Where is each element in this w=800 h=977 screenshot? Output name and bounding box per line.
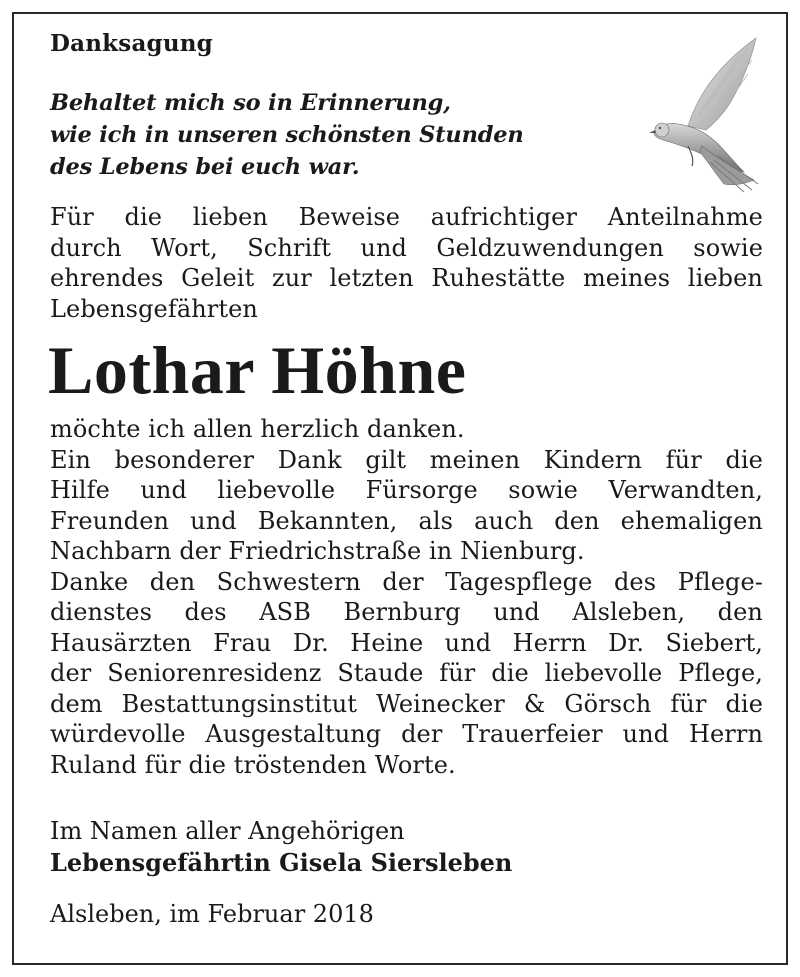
intro-paragraph bbox=[50, 202, 763, 324]
closing-block bbox=[50, 815, 512, 879]
text-line: Ruland für die tröstenden Worte. bbox=[50, 750, 456, 779]
notice-heading: Danksagung bbox=[50, 30, 213, 57]
dove-icon bbox=[648, 34, 763, 194]
motto-quote bbox=[50, 87, 524, 183]
motto-line: Behaltet mich so in Erinnerung, bbox=[50, 90, 451, 116]
signature: Lebensgefährtin Gisela Siersleben bbox=[50, 848, 513, 877]
text-line: dienstes des ASB Bernburg und Alsleben, den bbox=[50, 598, 763, 626]
text-line: Hausärzten Frau Dr. Heine und Herrn Dr. Siebert, bbox=[50, 628, 763, 657]
text-line: Für die lieben Beweise aufrichtiger Anteilnahme bbox=[50, 203, 763, 231]
text-line: Ein besonderer Dank gilt meinen Kindern für die bbox=[50, 445, 763, 474]
text-line: möchte ich allen herzlich danken. bbox=[50, 415, 465, 443]
on-behalf-line: Im Namen aller Angehörigen bbox=[50, 817, 405, 845]
text-line: Danke den Schwestern der Tagespflege des Pflege- bbox=[50, 567, 763, 596]
motto-line: wie ich in unseren schönsten Stunden bbox=[50, 122, 524, 148]
text-line: durch Wort, Schrift und Geldzuwendungen sowie bbox=[50, 233, 763, 262]
motto-line: des Lebens bei euch war. bbox=[50, 154, 360, 180]
text-line: würdevolle Ausgestaltung der Trauerfeier und Herrn bbox=[50, 720, 763, 748]
text-line: Hilfe und liebevolle Fürsorge sowie Verwandten, bbox=[50, 476, 763, 504]
text-line: ehrendes Geleit zur letzten Ruhestätte meines lieben bbox=[50, 264, 763, 292]
place-date: Alsleben, im Februar 2018 bbox=[50, 900, 374, 928]
text-line: Lebensgefährten bbox=[50, 294, 258, 323]
deceased-name: Lothar Höhne bbox=[48, 332, 467, 408]
text-line: dem Bestattungsinstitut Weinecker & Görsch für die bbox=[50, 689, 763, 718]
text-line: Nachbarn der Friedrichstraße in Nienburg. bbox=[50, 537, 585, 565]
text-line: Freunden und Bekannten, als auch den ehemaligen bbox=[50, 506, 763, 535]
thanks-paragraph bbox=[50, 414, 763, 780]
text-line: der Seniorenresidenz Staude für die liebevolle Pflege, bbox=[50, 659, 763, 687]
